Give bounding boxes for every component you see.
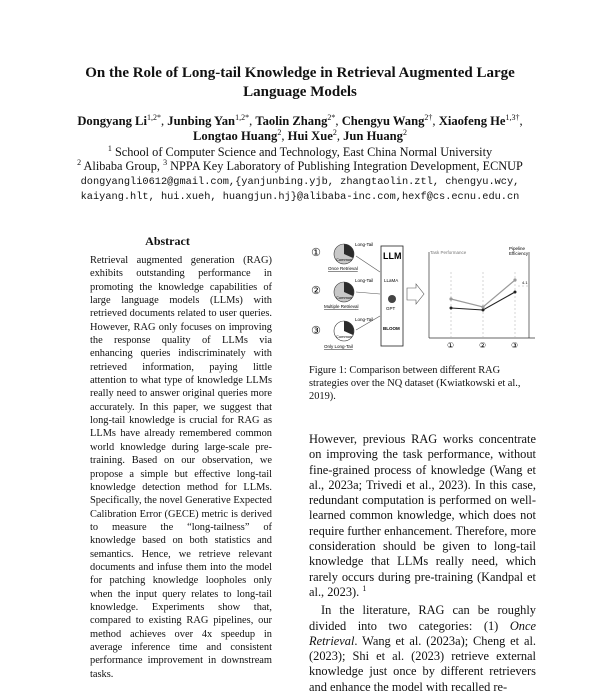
- figure-1: [308, 242, 538, 354]
- task-performance-label: Task Performance: [430, 250, 467, 255]
- only-long-tail-label: Only Long-Tail: [324, 344, 353, 349]
- abstract-text: Retrieval augmented generation (RAG) exhibits outstanding performance in promoting the knowledge capabilities of large language models (LLMs) with retrieved documents related to user queries. However, RAG only focuses on improving the response quality of LLMs via enhancing queries indiscriminately with retrieved information, paying little attention to what type of knowledge LLMs really need to answer original queries more accurately. In this paper, we suggest that long-tail knowledge is crucial for RAG as LLMs have already remembered common world knowledge during large-scale pre-training. Based on our observation, we propose a simple but effective long-tail knowledge detection method for LLMs. Specifically, the novel Generative Expected Calibration Error (GECE) metric is derived to measure the “long-tailness” of knowledge based on both statistics and semantics. Hence, we retrieve relevant documents and infuse them into the model for patching knowledge loopholes only when the input query relates to long-tail knowledge. Experiments show that, compared to existing RAG pipelines, our method achieves over 4x speedup in average inference time and consistent performance improvement in downstream tasks.: [90, 255, 272, 680]
- paragraph-2: In the literature, RAG can be roughly divided into two categories: (1) Once Retrieval. Wang et al. (2023a); Cheng et al. (2023); Shi et al. (2023) retrieve external knowledge just once by different retrievers and enhance the model with recalled re-: [309, 603, 536, 694]
- row-number-2: ②: [311, 285, 321, 297]
- arrow-icon: [407, 284, 424, 304]
- x-tick-3: ③: [511, 341, 519, 350]
- author-name: Longtao Huang$^2$,: [193, 127, 285, 143]
- long-tail-label-2: Long-Tail: [355, 278, 374, 283]
- author-emails: [40, 175, 560, 205]
- affiliations: [40, 145, 560, 173]
- x-tick-1: ①: [447, 341, 455, 350]
- author-name: Taolin Zhang$^{2*}$,: [255, 112, 339, 128]
- author-name: Jun Huang$^2$: [343, 127, 407, 143]
- long-tail-label-3: Long-Tail: [355, 317, 374, 322]
- figure-caption: Figure 1: Comparison between different RAG strategies over the NQ dataset (Kwiatkowski et al., 2019).: [309, 365, 521, 403]
- common-label-2: Common: [336, 295, 353, 300]
- paper-title: On the Role of Long-tail Knowledge in Retrieval Augmented Large Language Models: [85, 65, 515, 100]
- author-name: Xiaofeng $He^{1,3\dagger}$,: [438, 112, 523, 128]
- author-name: Dongyang $Li^{1,2*}$,: [77, 112, 165, 128]
- multiple-retrieval-label: Multiple Retrieval: [324, 304, 359, 309]
- row-number-1: ①: [311, 247, 321, 259]
- abstract-heading: Abstract: [145, 234, 190, 248]
- gpt-label: GPT: [386, 306, 396, 311]
- author-name: Hui Xue$^2$,: [287, 127, 340, 143]
- author-name: Chengyu Wang$^{2\dagger}$,: [341, 112, 436, 128]
- email-line-1: dongyangli0612@gmail.com,{yanjunbing.yjb, zhangtaolin.ztl, chengyu.wcy,: [80, 176, 520, 188]
- long-tail-label-1: Long-Tail: [355, 242, 374, 247]
- chart-axes: [429, 252, 535, 338]
- paragraph-1: However, previous RAG works concentrate on improving the task performance, without fine-grained process of knowledge (Wang et al., 2023a; Trivedi et al., 2023). In this case, redundant computation is performed on well-learned common knowledge, which does not require further enhancement. Therefore, more consideration should be given to long-tail knowledge that LLMs really need, which rarely occurs during pre-training (Kandpal et al., 2023). $^1$: [309, 432, 536, 599]
- author-list: [40, 114, 560, 144]
- dashed-guides: [451, 272, 529, 338]
- common-label-1: Common: [336, 257, 353, 262]
- row-number-3: ③: [311, 325, 321, 337]
- data-points: [449, 278, 516, 311]
- author-name: Junbing Yan$^{1,2*}$,: [167, 112, 253, 128]
- gpt-icon: [388, 295, 396, 303]
- pipeline-efficiency-label: Pipeline Efficiency: [509, 246, 529, 256]
- x-tick-2: ②: [479, 341, 487, 350]
- bloom-label: BLOOM: [383, 326, 400, 331]
- once-retrieval-label: Once Retrieval: [328, 266, 358, 271]
- common-label-3: Common: [336, 334, 353, 339]
- llm-label: LLM: [383, 251, 402, 261]
- body-text: [309, 432, 536, 695]
- email-line-2: kaiyang.hlt, hui.xueh, huangjun.hj}@alibaba-inc.com,hexf@cs.ecnu.edu.cn: [80, 191, 520, 203]
- llama-label: LLaMA: [384, 278, 399, 283]
- affiliation-line-2: $^2$ Alibaba Group, $^3$ NPPA Key Laboratory of Publishing Integration Development, ECNUP: [77, 157, 523, 173]
- speedup-label: 4.1: [522, 280, 528, 285]
- affiliation-line-1: $^1$ School of Computer Science and Technology, East China Normal University: [107, 143, 493, 159]
